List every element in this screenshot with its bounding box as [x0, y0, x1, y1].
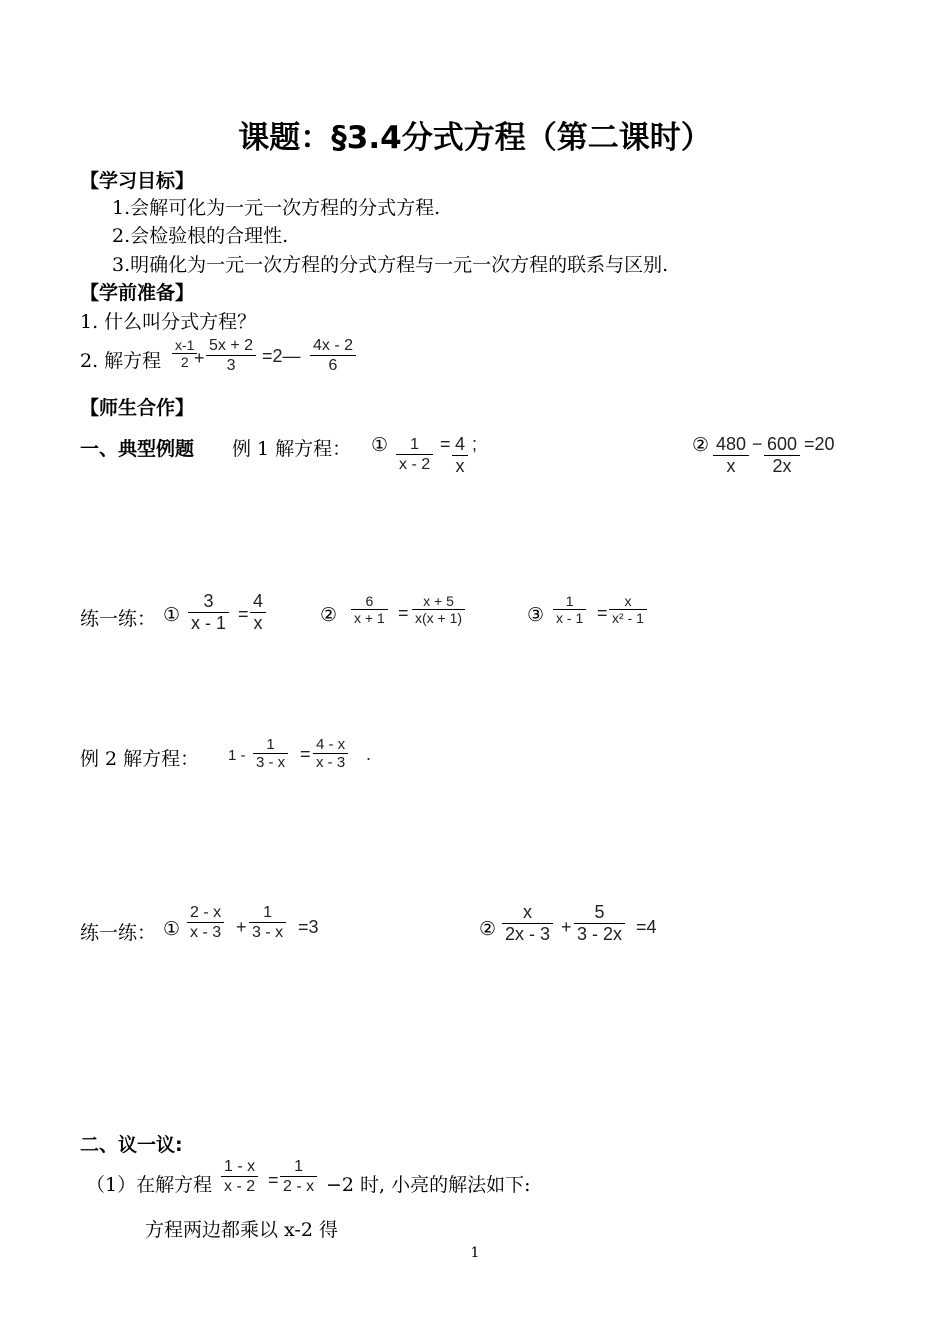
page-number: 1: [470, 1245, 480, 1261]
fraction: 4 - x x - 3: [313, 736, 348, 772]
fraction: 3 x - 1: [188, 591, 229, 634]
fraction: 4 x: [452, 434, 468, 477]
equals-rhs: =3: [298, 917, 319, 937]
fraction: 480 x: [713, 434, 749, 477]
fraction: 6 x + 1: [351, 593, 388, 627]
fraction: 4 x: [250, 591, 266, 634]
fraction: x x² - 1: [609, 593, 647, 627]
plus-sign: +: [236, 917, 247, 937]
circled-two-marker: ②: [692, 434, 710, 456]
discuss-heading: 二、议一议:: [80, 1134, 183, 1156]
prep-question-2: 2. 解方程: [80, 350, 162, 372]
fraction: 5x + 2 3: [206, 337, 256, 376]
equals-sign: =: [268, 1170, 279, 1190]
equals-sign: =: [238, 604, 249, 624]
goal-item: 3.明确化为一元一次方程的分式方程与一元一次方程的联系与区别.: [112, 254, 669, 276]
fraction: 5 3 - 2x: [574, 902, 625, 945]
fraction: x + 5 x(x + 1): [412, 593, 465, 627]
goals-heading: 【学习目标】: [80, 170, 195, 192]
equals-sign: =: [398, 603, 409, 623]
plus-sign: +: [194, 348, 205, 368]
discuss-question-1-suffix: −2 时, 小亮的解法如下:: [326, 1174, 531, 1196]
fraction: 1 3 - x: [249, 904, 286, 943]
fraction: 1 x - 1: [553, 593, 586, 627]
equals-rhs: =20: [804, 434, 835, 454]
goal-item: 1.会解可化为一元一次方程的分式方程.: [112, 197, 441, 219]
circled-one-marker: ①: [163, 604, 181, 626]
equals-rhs: =2—: [262, 346, 301, 366]
fraction: x 2x - 3: [502, 902, 553, 945]
discuss-question-1-prefix: （1）在解方程: [86, 1174, 213, 1196]
practice-2-label: 练一练：: [80, 922, 157, 944]
fraction: 600 2x: [764, 434, 800, 477]
goal-item: 2.会检验根的合理性.: [112, 225, 289, 247]
fraction: x-1 2: [172, 337, 197, 371]
minus-sign: −: [752, 434, 763, 454]
fraction: 1 - x x - 2: [221, 1158, 258, 1197]
prep-heading: 【学前准备】: [80, 282, 195, 304]
equals-rhs: =4: [636, 917, 657, 937]
discuss-line-2: 方程两边都乘以 x-2 得: [145, 1219, 338, 1241]
fraction: 4x - 2 6: [310, 337, 356, 376]
circled-two-marker: ②: [320, 604, 338, 626]
equals-sign: =: [300, 744, 311, 764]
coop-heading: 【师生合作】: [80, 397, 195, 419]
semicolon: ;: [472, 434, 478, 454]
circled-one-marker: ①: [163, 918, 181, 940]
equals-sign: =: [597, 603, 608, 623]
leading-term: 1 -: [228, 747, 246, 764]
circled-one-marker: ①: [371, 434, 389, 456]
period: .: [366, 744, 372, 764]
circled-two-marker: ②: [479, 918, 497, 940]
part1-heading: 一、典型例题: [80, 438, 195, 460]
fraction: 1 2 - x: [280, 1158, 317, 1197]
fraction: 1 x - 2: [396, 436, 433, 475]
circled-three-marker: ③: [527, 604, 545, 626]
equals-sign: =: [440, 434, 451, 454]
prep-question-1: 1. 什么叫分式方程？: [80, 311, 257, 333]
plus-sign: +: [561, 917, 572, 937]
example-1-label: 例 1 解方程：: [232, 438, 352, 460]
practice-1-label: 练一练：: [80, 608, 157, 630]
fraction: 2 - x x - 3: [187, 904, 224, 943]
fraction: 1 3 - x: [253, 736, 288, 772]
example-2-label: 例 2 解方程：: [80, 748, 200, 770]
page-title: 课题：§3.4分式方程（第二课时）: [238, 120, 712, 156]
